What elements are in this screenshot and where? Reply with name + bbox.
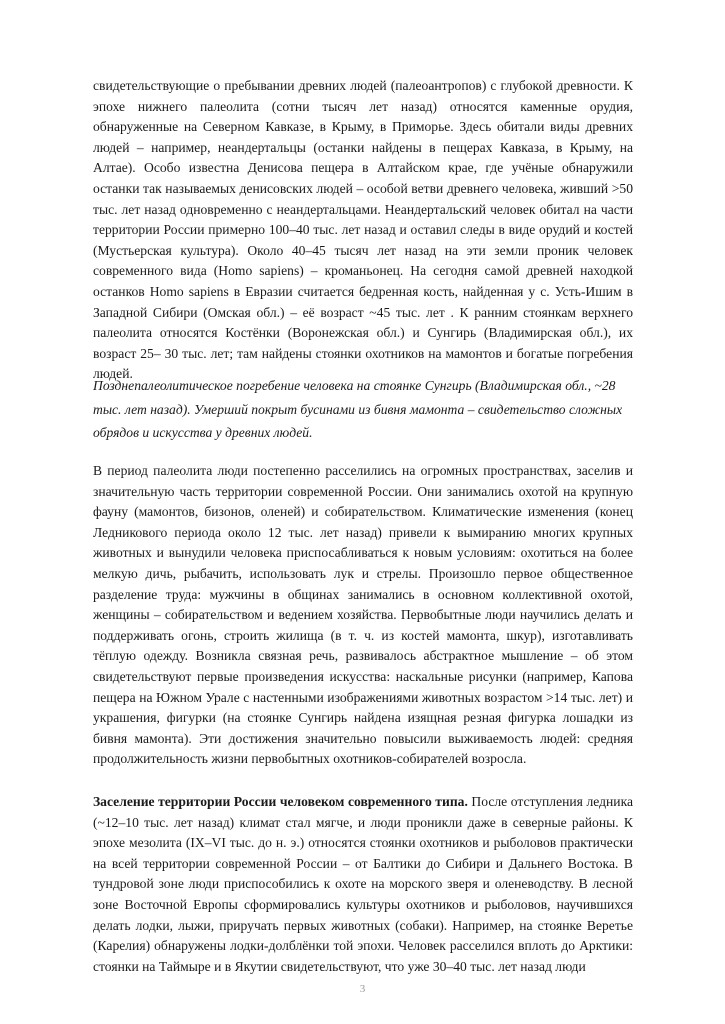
paragraph-paleolithic-finds: свидетельствующие о пребывании древних людей (палеоантропов) с глубокой древности. К эпохе нижнего палеолита (сотни тысяч лет назад) относятся каменные орудия, обнаруженные на Северном Кавказе, в Крыму, в Приморье. Здесь обитали виды древних людей – например, неандертальцы (останки найдены в пещерах Кавказа, в Крыму, на Алтае). Особо известна Денисова пещера в Алтайском крае, где учёные обнаружили останки так называемых денисовских людей – особой ветви древнего человека, живший >50 тыс. лет назад одновременно с неандертальцами. Неандертальский человек обитал на части территории России примерно 100–40 тыс. лет назад и оставил следы в виде орудий и костей (Мустьерская культура). Около 40–45 тысяч лет назад на эти земли проник человек современного вида (Homo sapiens) – кроманьонец. На сегодня самой древней находкой останков Homo sapiens в Евразии считается бедренная кость, найденная у с. Усть-Ишим в Западной Сибири (Омская обл.) – её возраст ~45 тыс. лет . К ранним стоянкам верхнего палеолита относятся Костёнки (Воронежская обл.) и Сунгирь (Владимирская обл.), их возраст 25– 30 тыс. лет; там найдены стоянки охотников на мамонтов и богатые погребения людей. [93,78,633,382]
section-heading: Заселение территории России человеком современного типа. [93,794,468,809]
section-body: После отступления ледника (~12–10 тыс. лет назад) климат стал мягче, и люди проникли даже в северные районы. К эпохе мезолита (IX–VI тыс. до н. э.) относятся стоянки охотников и рыболовов практически на всей территории современной России – от Балтики до Сибири и Дальнего Востока. В тундровой зоне люди приспособились к охоте на морского зверя и оленеводству. В лесной зоне Восточной Европы сформировались культуры охотников и рыболовов, научившихся делать лодки, лыжи, приручать первых животных (собаки). Например, на стоянке Веретье (Карелия) обнаружены лодки-долблёнки той эпохи. Человек расселился вплоть до Арктики: стоянки на Таймыре и в Якутии свидетельствуют, что уже 30–40 тыс. лет назад люди [93,794,633,974]
figure-caption-sungir: Позднепалеолитическое погребение человека на стоянке Сунгирь (Владимирская обл., ~28 тыс. лет назад). Умерший покрыт бусинами из бивня мамонта – свидетельство сложных обрядов и искусства у древних людей. [93,378,623,440]
page-number: 3 [359,983,366,995]
paragraph-settlement [93,792,633,977]
paragraph-paleolithic-life: В период палеолита люди постепенно расселились на огромных пространствах, заселив и значительную часть территории современной России. Они занимались охотой на крупную фауну (мамонтов, бизонов, оленей) и собирательством. Климатические изменения (конец Ледникового периода около 12 тыс. лет назад) привели к вымиранию многих крупных животных и вынудили человека приспосабливаться к новым условиям: охотиться на более мелкую дичь, рыбачить, использовать лук и стрелы. Произошло первое общественное разделение труда: мужчины в общинах занимались в основном коллективной охотой, женщины – собирательством и ведением хозяйства. Первобытные люди научились делать и поддерживать огонь, строить жилища (в т. ч. из костей мамонта, шкур), изготавливать тёплую одежду. Возникла связная речь, развивалось абстрактное мышление – об этом свидетельствуют первые произведения искусства: наскальные рисунки (например, Капова пещера на Южном Урале с настенными изображениями животных возрастом >14 тыс. лет) и украшения, фигурки (на стоянке Сунгирь найдена изящная резная фигурка лошадки из бивня мамонта). Эти достижения значительно повысили выживаемость людей: средняя продолжительность жизни первобытных охотников-собирателей возросла. [93,463,633,767]
